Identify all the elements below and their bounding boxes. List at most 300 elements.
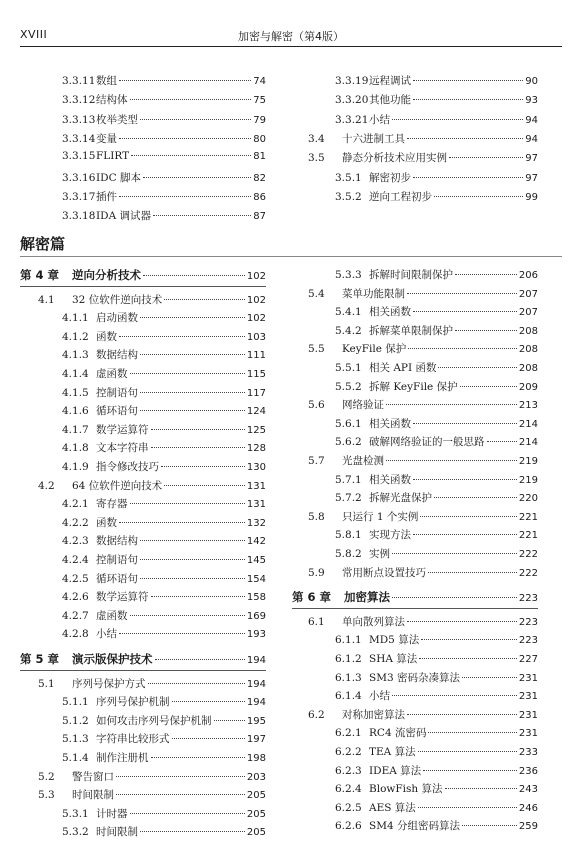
leader-dots <box>413 311 517 312</box>
toc-page: 221 <box>518 530 538 542</box>
toc-entry <box>62 694 266 709</box>
toc-title: 拆解时间限制保护 <box>369 269 453 281</box>
toc-title: 控制语句 <box>96 386 138 399</box>
toc-page: 213 <box>518 400 538 412</box>
toc-entry <box>335 781 538 796</box>
toc-page: 94 <box>525 133 538 145</box>
leader-dots <box>140 392 245 393</box>
leader-dots <box>140 119 251 120</box>
leader-dots <box>119 196 251 197</box>
toc-num: 5.1.3 <box>62 733 89 746</box>
toc-page: 246 <box>518 802 538 814</box>
leader-dots <box>392 119 523 120</box>
toc-num: 6.2.3 <box>335 764 362 777</box>
toc-page: 231 <box>518 672 538 684</box>
leader-dots <box>140 410 245 411</box>
leader-dots <box>151 757 245 758</box>
toc-entry <box>335 688 538 703</box>
toc-title: TEA 算法 <box>369 746 416 758</box>
toc-page: 231 <box>518 728 538 740</box>
toc-num: 4.2.1 <box>62 498 89 511</box>
toc-num: 3.3.21 <box>335 113 369 126</box>
toc-title: 数学运算符 <box>96 423 149 436</box>
toc-entry <box>62 459 266 474</box>
toc-title: 逆向工程初步 <box>369 190 432 203</box>
toc-page: 194 <box>246 678 266 690</box>
leader-dots <box>172 738 245 739</box>
toc-entry <box>335 189 538 204</box>
leader-dots <box>434 196 523 197</box>
toc-num: 3.3.15 <box>62 150 96 163</box>
toc-num: 4.1.3 <box>62 349 89 362</box>
toc-page: 130 <box>246 462 266 473</box>
toc-entry <box>38 769 266 784</box>
toc-entry <box>335 651 538 666</box>
toc-title: 拆解菜单限制保护 <box>369 324 453 337</box>
chapter-rule <box>20 286 266 287</box>
toc-page: 74 <box>253 76 266 87</box>
toc-num: 5.4 <box>308 287 325 300</box>
toc-entry <box>335 546 538 561</box>
toc-title: IDC 脚本 <box>96 171 141 184</box>
toc-title: 只运行 1 个实例 <box>342 510 419 523</box>
toc-num: 4.1.5 <box>62 386 89 399</box>
toc-page: 90 <box>525 76 538 87</box>
toc-entry <box>335 818 538 833</box>
toc-entry <box>308 565 538 580</box>
toc-num: 5.9 <box>308 566 325 579</box>
leader-dots <box>413 80 523 81</box>
leader-dots <box>407 621 517 622</box>
toc-entry <box>62 496 266 511</box>
toc-page: 195 <box>246 715 266 727</box>
toc-entry <box>62 750 266 765</box>
leader-dots <box>140 317 245 318</box>
toc-page: 207 <box>518 288 538 300</box>
toc-num: 3.4 <box>308 132 325 145</box>
toc-entry <box>62 713 266 728</box>
toc-title: 警告窗口 <box>72 770 114 783</box>
toc-entry <box>335 490 538 505</box>
leader-dots <box>116 776 245 777</box>
toc-page: 97 <box>525 153 538 165</box>
toc-num: 5.5 <box>308 343 325 356</box>
leader-dots <box>428 732 516 733</box>
leader-dots <box>418 807 517 808</box>
toc-num: 5.3.1 <box>62 807 89 820</box>
leader-dots <box>140 540 245 541</box>
toc-entry <box>62 73 266 88</box>
toc-title: 破解网络验证的一般思路 <box>369 436 485 449</box>
leader-dots <box>438 367 516 368</box>
toc-num: 4.2.7 <box>62 609 89 622</box>
toc-page: 219 <box>518 474 538 486</box>
leader-dots <box>392 695 517 696</box>
toc-num: 5.2 <box>38 770 55 783</box>
toc-num: 5.5.1 <box>335 362 362 374</box>
leader-dots <box>172 701 245 702</box>
toc-title: 制作注册机 <box>96 752 149 764</box>
toc-title: 文本字符串 <box>96 442 149 455</box>
toc-title: 单向散列算法 <box>342 615 405 628</box>
leader-dots <box>130 373 245 374</box>
toc-title: 解密初步 <box>369 171 411 184</box>
toc-page: 145 <box>246 555 266 566</box>
toc-page: 214 <box>518 437 538 449</box>
toc-num: 4.1.8 <box>62 442 89 455</box>
leader-dots <box>421 639 517 640</box>
leader-dots <box>151 596 245 597</box>
toc-num: 5.3.3 <box>335 269 362 281</box>
toc-num: 5.3 <box>38 789 55 802</box>
toc-title: 其他功能 <box>369 94 411 107</box>
toc-entry <box>335 360 538 375</box>
toc-title: 变量 <box>96 132 117 145</box>
leader-dots <box>392 553 517 554</box>
toc-title: 实现方法 <box>369 529 411 542</box>
leader-dots <box>214 720 245 721</box>
leader-dots <box>392 597 517 598</box>
toc-num: 5.5.2 <box>335 380 362 393</box>
toc-page: 236 <box>518 765 538 777</box>
leader-dots <box>487 441 517 442</box>
leader-dots <box>419 658 517 659</box>
toc-page: 223 <box>518 616 538 628</box>
toc-num: 6.2.5 <box>335 801 362 814</box>
leader-dots <box>155 659 245 660</box>
toc-entry <box>62 626 266 641</box>
toc-page: 221 <box>518 511 538 523</box>
leader-dots <box>418 751 517 752</box>
toc-title: KeyFile 保护 <box>342 343 407 356</box>
toc-page: 233 <box>518 747 538 758</box>
toc-title: FLIRT <box>96 150 130 163</box>
toc-entry <box>62 731 266 746</box>
leader-dots <box>449 157 523 158</box>
toc-page: 193 <box>246 629 266 641</box>
toc-num: 5.8 <box>308 510 325 523</box>
toc-page: 198 <box>246 753 266 764</box>
toc-num: 6.2.6 <box>335 820 362 833</box>
toc-num: 4.1.4 <box>62 368 89 380</box>
leader-dots <box>428 572 517 573</box>
toc-chapter-entry <box>20 267 266 283</box>
chapter-rule <box>292 608 538 609</box>
toc-page: 81 <box>253 151 266 163</box>
toc-page: 80 <box>253 133 266 145</box>
toc-entry <box>335 304 538 319</box>
toc-title: IDEA 算法 <box>369 764 422 777</box>
toc-entry <box>62 824 266 839</box>
toc-entry <box>62 208 266 223</box>
leader-dots <box>462 677 517 678</box>
toc-num: 5.6 <box>308 399 325 412</box>
toc-title: 启动函数 <box>96 312 138 325</box>
toc-title: SHA 算法 <box>369 653 418 665</box>
toc-num: 4.1.6 <box>62 405 89 418</box>
toc-num: 3.3.16 <box>62 171 96 184</box>
toc-num: 6.2.2 <box>335 746 362 758</box>
toc-page: 128 <box>246 443 266 455</box>
toc-entry <box>62 440 266 455</box>
toc-num: 3.3.11 <box>62 75 96 87</box>
leader-dots <box>161 466 245 467</box>
toc-title: 实例 <box>369 548 390 560</box>
leader-dots <box>151 447 245 448</box>
toc-num: 第 5 章 <box>20 652 60 666</box>
toc-title: 寄存器 <box>96 498 128 511</box>
toc-num: 第 6 章 <box>292 590 332 605</box>
toc-num: 第 4 章 <box>20 268 60 282</box>
toc-entry <box>62 422 266 437</box>
leader-dots <box>151 429 245 430</box>
toc-page: 93 <box>525 95 538 107</box>
toc-num: 4.2.8 <box>62 628 89 641</box>
toc-num: 3.3.14 <box>62 132 96 145</box>
toc-entry <box>335 632 538 647</box>
toc-entry <box>335 725 538 740</box>
leader-dots <box>413 479 517 480</box>
leader-dots <box>413 423 517 424</box>
toc-num: 6.1.4 <box>335 690 362 703</box>
leader-dots <box>153 215 251 216</box>
chapter-rule <box>20 670 266 671</box>
toc-entry <box>308 341 538 356</box>
toc-entry <box>62 385 266 400</box>
toc-title: 对称加密算法 <box>342 708 405 721</box>
leader-dots <box>460 386 517 387</box>
toc-num: 6.1.3 <box>335 671 362 684</box>
toc-entry <box>335 267 538 282</box>
toc-page: 222 <box>518 567 538 579</box>
toc-page: 124 <box>246 406 266 418</box>
toc-num: 5.7.2 <box>335 492 362 505</box>
toc-page: 132 <box>246 517 266 529</box>
toc-num: 6.2 <box>308 708 325 721</box>
toc-page: 103 <box>246 331 266 343</box>
toc-entry <box>62 92 266 107</box>
toc-page: 231 <box>518 691 538 703</box>
toc-num: 4.2.5 <box>62 572 89 585</box>
toc-page: 205 <box>246 808 266 820</box>
toc-page: 97 <box>525 172 538 184</box>
toc-num: 5.7 <box>308 455 325 467</box>
toc-page: 194 <box>246 697 266 709</box>
toc-title: 计时器 <box>96 807 128 820</box>
toc-num: 5.1.2 <box>62 714 89 727</box>
toc-num: 3.3.12 <box>62 94 96 107</box>
toc-page: 214 <box>518 418 538 430</box>
toc-num: 3.5 <box>308 152 325 165</box>
toc-page: 125 <box>246 424 266 436</box>
section-heading: 解密篇 <box>20 235 66 253</box>
toc-title: 静态分析技术应用实例 <box>342 152 447 165</box>
toc-num: 4.2 <box>38 479 55 492</box>
leader-dots <box>164 299 245 300</box>
toc-entry <box>308 453 538 468</box>
leader-dots <box>143 275 245 276</box>
leader-dots <box>140 831 245 832</box>
leader-dots <box>130 615 245 616</box>
toc-title: SM4 分组密码算法 <box>369 820 460 833</box>
leader-dots <box>455 274 517 275</box>
page-header <box>20 26 562 46</box>
toc-title: 数组 <box>96 75 117 87</box>
leader-dots <box>119 522 245 523</box>
toc-page: 222 <box>518 549 538 560</box>
toc-entry <box>335 112 538 127</box>
toc-entry <box>62 533 266 548</box>
toc-page: 102 <box>246 294 266 306</box>
toc-page: 86 <box>253 191 266 203</box>
leader-dots <box>140 559 245 560</box>
toc-page: 243 <box>518 784 538 796</box>
toc-entry <box>335 744 538 759</box>
toc-entry <box>335 434 538 449</box>
toc-title: 数据结构 <box>96 349 138 362</box>
toc-page: 223 <box>518 635 538 647</box>
toc-num: 3.3.17 <box>62 190 96 203</box>
toc-entry <box>38 478 266 493</box>
toc-page: 117 <box>246 387 266 399</box>
toc-entry <box>335 73 538 88</box>
toc-entry <box>62 329 266 344</box>
toc-page: 115 <box>246 369 266 380</box>
toc-num: 5.3.2 <box>62 826 89 839</box>
toc-page: 203 <box>246 771 266 783</box>
leader-dots <box>164 485 245 486</box>
leader-dots <box>130 99 252 100</box>
toc-num: 5.4.1 <box>335 306 362 319</box>
toc-page: 79 <box>253 114 266 126</box>
toc-page: 75 <box>253 95 266 107</box>
leader-dots <box>408 348 517 349</box>
toc-title: AES 算法 <box>369 801 416 814</box>
toc-title: BlowFish 算法 <box>369 783 443 796</box>
toc-title: 虚函数 <box>96 609 128 622</box>
toc-page: 111 <box>246 350 266 362</box>
leader-dots <box>119 80 251 81</box>
toc-title: IDA 调试器 <box>96 210 151 223</box>
leader-dots <box>143 177 251 178</box>
toc-entry <box>62 366 266 381</box>
leader-dots <box>130 813 245 814</box>
toc-entry <box>335 527 538 542</box>
toc-entry <box>62 347 266 362</box>
toc-title: 小结 <box>369 113 390 126</box>
toc-num: 4.2.2 <box>62 516 89 529</box>
toc-page: 207 <box>518 307 538 319</box>
toc-title: 循环语句 <box>96 405 138 418</box>
toc-page: 194 <box>246 655 266 666</box>
toc-title: 控制语句 <box>96 554 138 566</box>
toc-num: 5.7.1 <box>335 473 362 486</box>
toc-entry <box>62 170 266 185</box>
toc-num: 6.1.1 <box>335 634 362 647</box>
toc-page: 205 <box>246 827 266 839</box>
leader-dots <box>148 683 245 684</box>
leader-dots <box>434 497 517 498</box>
toc-entry <box>335 416 538 431</box>
leader-dots <box>413 99 523 100</box>
toc-num: 4.2.4 <box>62 554 89 566</box>
toc-entry <box>308 614 538 629</box>
toc-entry <box>38 292 266 307</box>
toc-title: 十六进制工具 <box>342 132 405 145</box>
toc-page: 131 <box>246 499 266 511</box>
book-title: 加密与解密（第4版） <box>238 30 344 43</box>
toc-title: 循环语句 <box>96 572 138 585</box>
toc-title: 函数 <box>96 516 117 529</box>
toc-title: 拆解 KeyFile 保护 <box>369 380 458 393</box>
toc-title: 相关函数 <box>369 417 411 430</box>
toc-title: 插件 <box>96 190 117 203</box>
toc-entry <box>335 763 538 778</box>
toc-num: 4.1.2 <box>62 330 89 343</box>
toc-page: 205 <box>246 790 266 802</box>
toc-entry <box>62 571 266 586</box>
leader-dots <box>119 336 245 337</box>
toc-title: 虚函数 <box>96 368 128 380</box>
page-label: XVIII <box>20 28 48 41</box>
toc-entry <box>308 150 538 165</box>
toc-entry <box>62 806 266 821</box>
toc-title: 逆向分析技术 <box>72 268 141 282</box>
toc-entry <box>62 552 266 567</box>
toc-page: 206 <box>518 270 538 281</box>
toc-page: 87 <box>253 211 266 223</box>
toc-page: 197 <box>246 734 266 746</box>
toc-entry <box>62 589 266 604</box>
toc-page: 169 <box>246 610 266 622</box>
toc-entry <box>308 397 538 412</box>
toc-num: 4.1.9 <box>62 461 89 473</box>
toc-title: 数学运算符 <box>96 591 149 604</box>
toc-chapter-entry <box>20 651 266 667</box>
toc-title: 小结 <box>369 690 390 703</box>
toc-page: 219 <box>518 456 538 467</box>
toc-title: 网络验证 <box>342 399 384 412</box>
toc-title: MD5 算法 <box>369 634 420 647</box>
toc-title: 结构体 <box>96 94 128 107</box>
toc-num: 5.6.2 <box>335 436 362 449</box>
toc-title: 相关 API 函数 <box>369 362 437 374</box>
toc-entry <box>308 707 538 722</box>
leader-dots <box>116 794 245 795</box>
toc-title: 数据结构 <box>96 535 138 548</box>
toc-num: 4.2.3 <box>62 535 89 548</box>
toc-title: 时间限制 <box>96 826 138 839</box>
toc-page: 209 <box>518 381 538 393</box>
toc-entry <box>308 131 538 146</box>
leader-dots <box>119 633 245 634</box>
toc-page: 158 <box>246 592 266 604</box>
toc-title: 序列号保护方式 <box>72 677 146 690</box>
toc-entry <box>335 472 538 487</box>
toc-title: 指令修改技巧 <box>96 461 159 473</box>
toc-num: 5.8.1 <box>335 529 362 542</box>
toc-num: 3.3.13 <box>62 113 96 126</box>
toc-page: 231 <box>518 709 538 721</box>
toc-title: 64 位软件逆向技术 <box>72 479 163 492</box>
toc-page: 142 <box>246 536 266 548</box>
toc-page: 102 <box>246 271 266 282</box>
toc-num: 6.1 <box>308 615 325 628</box>
toc-entry <box>62 310 266 325</box>
toc-title: SM3 密码杂凑算法 <box>369 671 460 684</box>
toc-num: 4.1.1 <box>62 312 89 325</box>
toc-entry <box>62 150 266 162</box>
